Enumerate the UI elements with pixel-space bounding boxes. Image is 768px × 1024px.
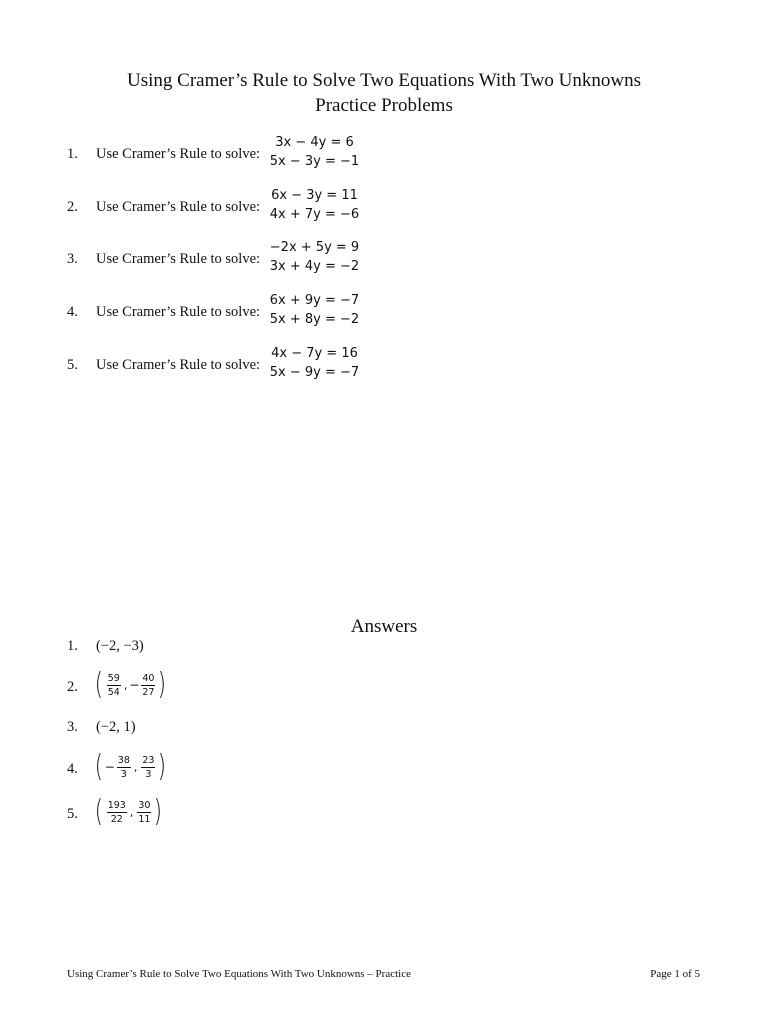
right-paren: ): [158, 667, 167, 702]
problem-prompt: Use Cramer’s Rule to solve:: [96, 251, 261, 267]
equation-2: 3x + 4y = −2: [269, 259, 360, 274]
problem-prompt: Use Cramer’s Rule to solve:: [96, 357, 261, 373]
problem-prompt: Use Cramer’s Rule to solve:: [96, 304, 261, 320]
equation-system: [268, 344, 361, 382]
x-sign: −: [104, 760, 115, 774]
x-numerator: 38: [117, 754, 130, 766]
equation-2: 5x − 9y = −7: [269, 365, 360, 380]
answer-number: 2.: [67, 679, 78, 695]
page-title: Using Cramer’s Rule to Solve Two Equations With Two Unknowns: [127, 70, 641, 91]
page-number: Page 1 of 5: [650, 968, 700, 980]
problem-item: [0, 291, 768, 335]
problem-number: 4.: [67, 304, 78, 320]
equation-1: 4x − 7y = 16: [271, 346, 358, 361]
y-denominator: 11: [138, 813, 151, 825]
equation-2: 5x − 3y = −1: [269, 154, 360, 169]
x-fraction: [117, 755, 131, 780]
x-numerator: 59: [107, 672, 120, 684]
x-denominator: 3: [120, 768, 127, 780]
equation-1: 3x − 4y = 6: [275, 135, 354, 150]
answer-number: 4.: [67, 761, 78, 777]
y-denominator: 3: [145, 768, 152, 780]
left-paren: (: [94, 794, 103, 829]
page-subtitle: Practice Problems: [315, 95, 453, 116]
answer-value: (−2, −3): [96, 638, 144, 654]
footer-title: Using Cramer’s Rule to Solve Two Equations With Two Unknowns – Practice: [67, 968, 411, 980]
answer-fraction-pair: [93, 794, 164, 829]
y-fraction: [141, 755, 155, 780]
x-denominator: 54: [107, 686, 120, 698]
x-denominator: 22: [110, 813, 123, 825]
equation-2: 5x + 8y = −2: [269, 312, 360, 327]
answer-number: 1.: [67, 638, 78, 654]
problem-number: 2.: [67, 199, 78, 215]
problem-number: 5.: [67, 357, 78, 373]
y-numerator: 30: [138, 799, 151, 811]
problem-prompt: Use Cramer’s Rule to solve:: [96, 146, 261, 162]
equation-system: [268, 291, 361, 329]
y-numerator: 23: [142, 754, 155, 766]
problem-item: [0, 344, 768, 388]
problem-item: [0, 238, 768, 282]
equation-system: [268, 133, 361, 171]
answers-heading: Answers: [350, 616, 418, 637]
x-fraction: [107, 673, 121, 698]
problem-number: 1.: [67, 146, 78, 162]
y-fraction: [137, 800, 151, 825]
y-sign: −: [129, 678, 140, 692]
answer-value: (−2, 1): [96, 719, 136, 735]
x-numerator: 193: [107, 799, 126, 811]
y-fraction: [141, 673, 155, 698]
left-paren: (: [94, 667, 103, 702]
comma-separator: ,: [133, 760, 138, 774]
problem-item: [0, 133, 768, 177]
problem-item: [0, 186, 768, 230]
problem-number: 3.: [67, 251, 78, 267]
answer-fraction-pair: [93, 667, 168, 702]
equation-2: 4x + 7y = −6: [269, 207, 360, 222]
y-numerator: 40: [142, 672, 155, 684]
answer-number: 3.: [67, 719, 78, 735]
problem-prompt: Use Cramer’s Rule to solve:: [96, 199, 261, 215]
right-paren: ): [158, 749, 167, 784]
equation-system: [268, 186, 361, 224]
right-paren: ): [154, 794, 163, 829]
left-paren: (: [94, 749, 103, 784]
equation-system: [268, 238, 361, 276]
comma-separator: ,: [123, 678, 128, 692]
answer-fraction-pair: [93, 749, 168, 784]
equation-1: 6x − 3y = 11: [271, 188, 358, 203]
equation-1: 6x + 9y = −7: [269, 293, 360, 308]
x-fraction: [107, 800, 127, 825]
y-denominator: 27: [142, 686, 155, 698]
answer-number: 5.: [67, 806, 78, 822]
comma-separator: ,: [129, 805, 134, 819]
equation-1: −2x + 5y = 9: [269, 240, 360, 255]
